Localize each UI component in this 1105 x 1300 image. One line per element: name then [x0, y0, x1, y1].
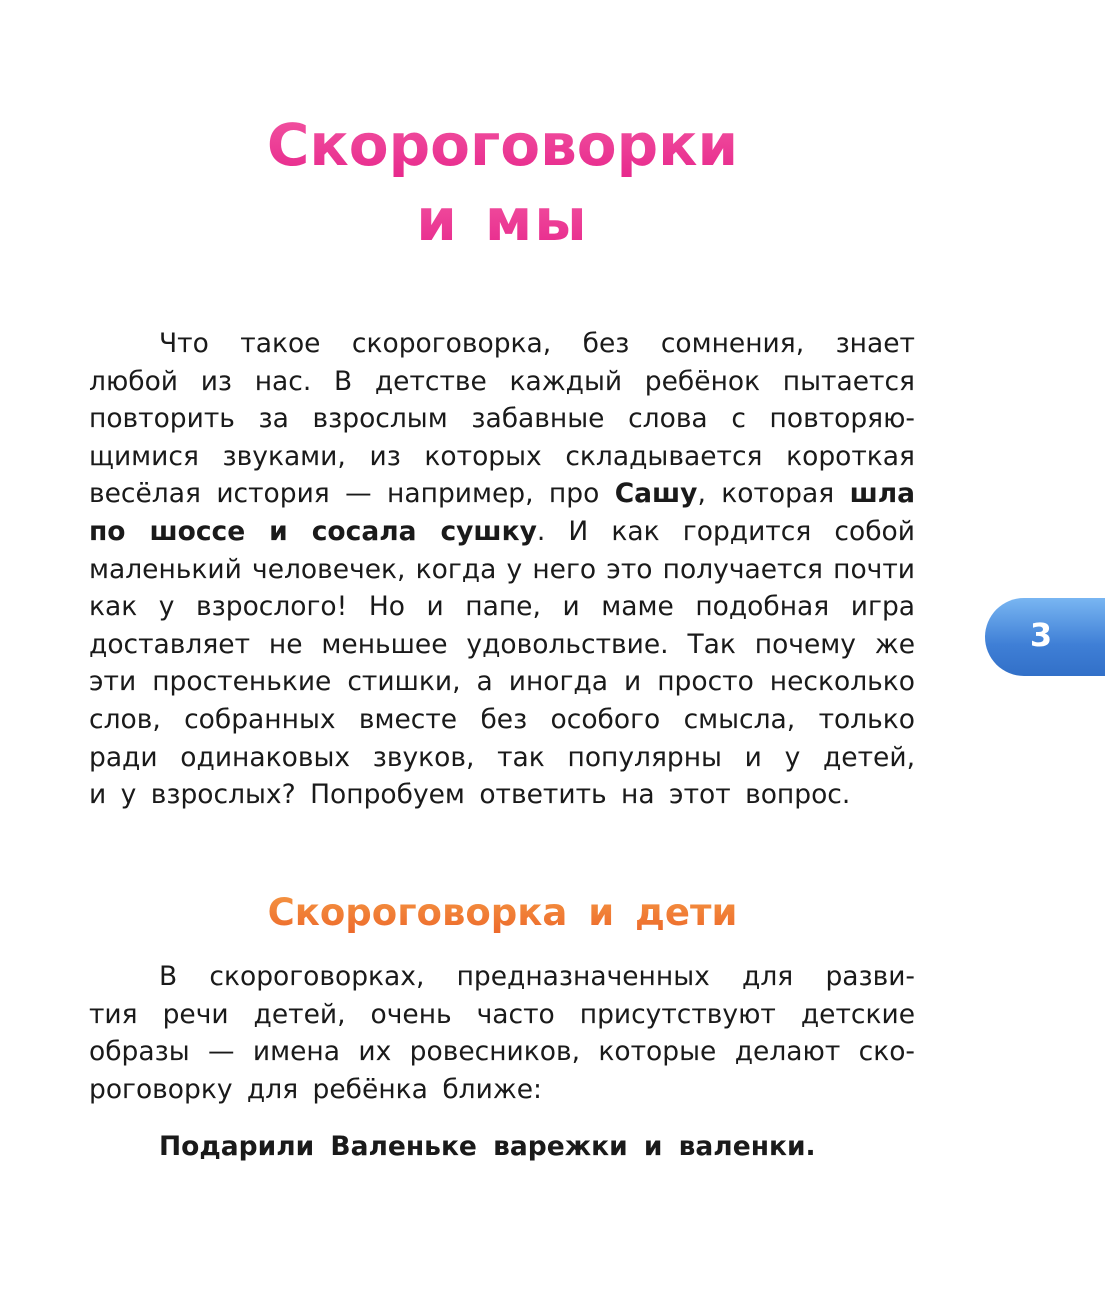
text-line: Что такое скороговорка, без сомнения, знает	[159, 328, 915, 359]
text-line: роговорку для ребёнка ближе:	[89, 1073, 542, 1105]
text-line: доставляет не меньшее удовольствие. Так почему же	[89, 628, 915, 660]
bold-text-shla: шла	[849, 478, 915, 510]
page-title-line-1: Скороговорки	[0, 105, 1005, 185]
intro-paragraph	[89, 325, 915, 814]
title-word-i: и	[416, 186, 459, 254]
text-line: и у взрослых? Попробуем ответить на этот вопрос.	[89, 779, 851, 811]
text-line	[89, 475, 915, 513]
text-line: образы — имена их ровесников, которые делают ско-	[89, 1036, 915, 1068]
title-word-my: мы	[484, 186, 589, 254]
text-line: слов, собранных вместе без особого смысла, только	[89, 703, 915, 735]
text-line: как у взрослого! Но и папе, и маме подобная игра	[89, 591, 915, 623]
text-line: щимися звуками, из которых складывается короткая	[89, 440, 915, 472]
text-line: любой из нас. В детстве каждый ребёнок пытается	[89, 365, 915, 397]
text-run: весёлая история — например, про	[89, 478, 615, 510]
text-run: . И как гордится собой	[536, 515, 915, 547]
text-line	[89, 513, 915, 551]
bold-text-shosse: по шоссе и сосала сушку	[89, 515, 537, 547]
bold-text-sashu: Сашу	[614, 478, 698, 510]
tongue-twister-example: Подарили Валеньке варежки и валенки.	[159, 1131, 816, 1162]
section-paragraph	[89, 958, 915, 1108]
text-line: ради одинаковых звуков, так популярны и у детей,	[89, 741, 915, 773]
text-run: , которая	[697, 478, 850, 510]
section-heading: Скороговорка и дети	[0, 888, 1005, 938]
page-title-line-2	[0, 180, 1005, 260]
text-line: маленький человечек, когда у него это получается почти	[89, 553, 915, 585]
text-line: тия речи детей, очень часто присутствуют детские	[89, 998, 915, 1030]
page-number: 3	[1029, 616, 1053, 654]
text-line: В скороговорках, предназначенных для разви-	[159, 961, 915, 992]
text-line: эти простенькие стишки, а иногда и просто несколько	[89, 666, 915, 698]
text-line: повторить за взрослым забавные слова с повторяю-	[89, 403, 915, 435]
